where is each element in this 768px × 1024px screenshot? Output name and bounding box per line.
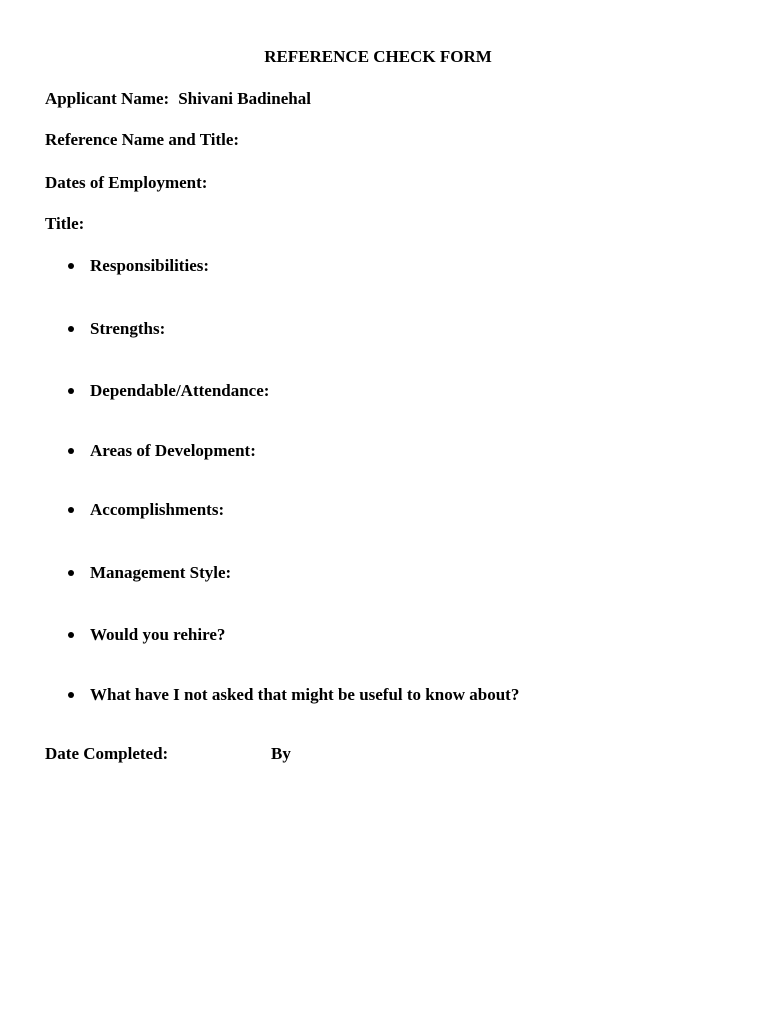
list-item-label: Areas of Development: — [90, 441, 256, 460]
bullet-icon — [68, 263, 74, 269]
title-label: Title: — [45, 214, 85, 233]
list-item-label: Management Style: — [90, 563, 232, 582]
bullet-icon — [68, 570, 74, 576]
bullet-icon — [68, 388, 74, 394]
bullet-icon — [68, 632, 74, 638]
list-item-label: Would you rehire? — [90, 625, 226, 644]
list-item-label: Responsibilities: — [90, 256, 210, 275]
reference-name-label: Reference Name and Title: — [45, 130, 240, 149]
list-item-label: Accomplishments: — [90, 500, 225, 519]
list-item-label: What have I not asked that might be useful to know about? — [90, 685, 520, 704]
date-completed-label: Date Completed: — [45, 744, 169, 763]
applicant-name-value: Shivani Badinehal — [178, 89, 311, 108]
by-label: By — [271, 744, 291, 763]
bullet-icon — [68, 692, 74, 698]
applicant-name-label: Applicant Name: — [45, 89, 170, 108]
bullet-icon — [68, 326, 74, 332]
list-item-label: Strengths: — [90, 319, 166, 338]
bullet-icon — [68, 448, 74, 454]
applicant-name-line — [45, 89, 311, 109]
form-title: REFERENCE CHECK FORM — [264, 47, 492, 66]
dates-of-employment-label: Dates of Employment: — [45, 173, 208, 192]
list-item-label: Dependable/Attendance: — [90, 381, 270, 400]
bullet-icon — [68, 507, 74, 513]
